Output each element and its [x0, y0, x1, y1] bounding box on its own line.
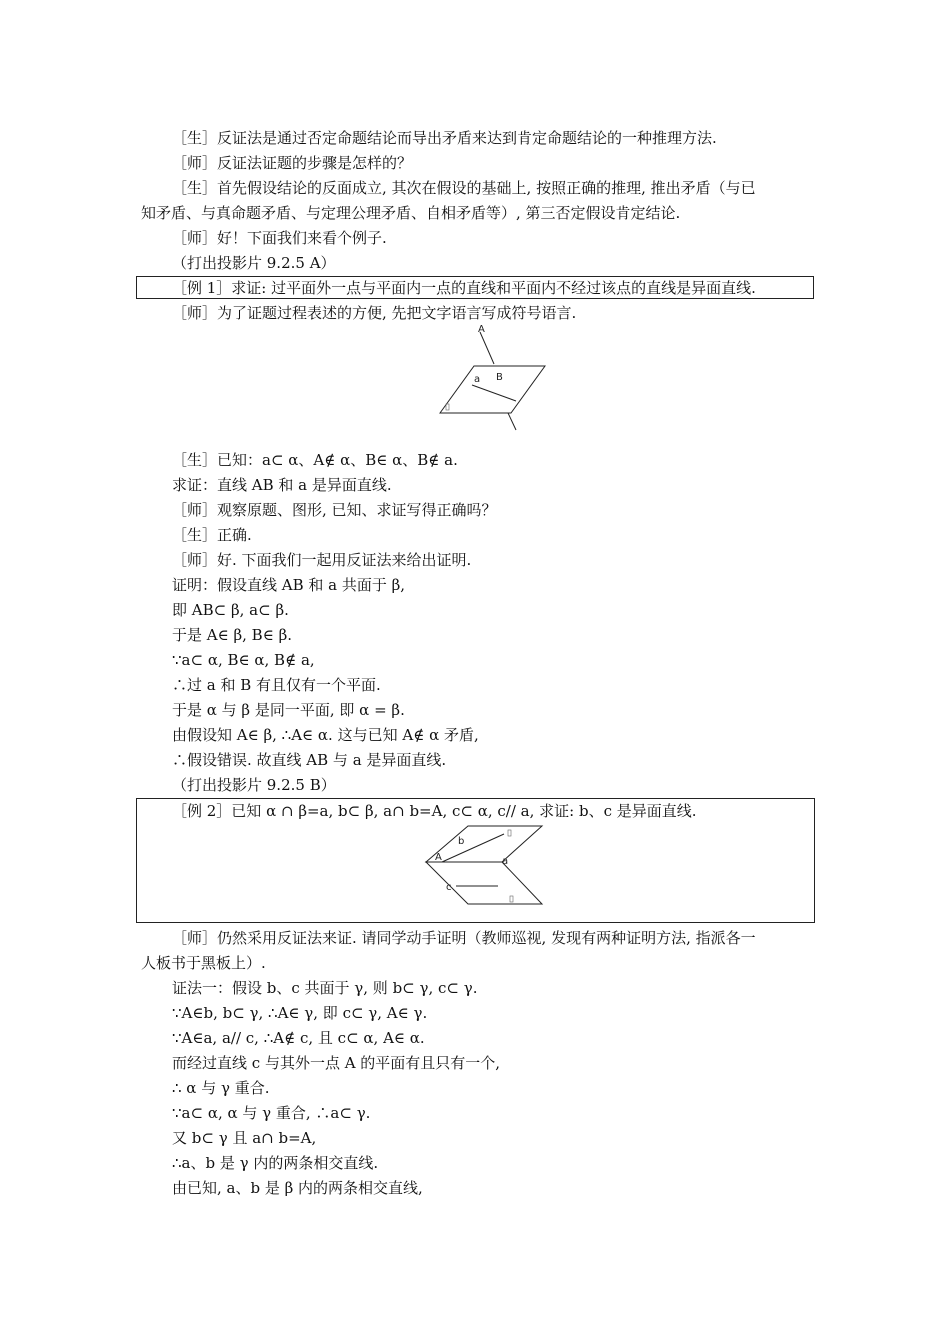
- text-line: ∵a⊂ α, B∈ α, B∉ a,: [172, 651, 315, 669]
- text-line: （打出投影片 9.2.5 A）: [172, 254, 336, 272]
- text-line: （打出投影片 9.2.5 B）: [172, 776, 336, 794]
- text-line: ∵a⊂ α, α 与 γ 重合, ∴a⊂ γ.: [172, 1104, 371, 1122]
- text-line: ［师］仍然采用反证法来证. 请同学动手证明（教师巡视, 发现有两种证明方法, 指派各一: [172, 929, 756, 947]
- text-line: ［师］好. 下面我们一起用反证法来给出证明.: [172, 551, 472, 569]
- text-line: ∵A∈a, a// c, ∴A∉ c, 且 c⊂ α, A∈ α.: [172, 1029, 425, 1047]
- label-line-a: a: [502, 856, 509, 867]
- label-line-c: c: [446, 882, 452, 893]
- text-line: ［生］反证法是通过否定命题结论而导出矛盾来达到肯定命题结论的一种推理方法.: [172, 129, 717, 147]
- text-line: ［师］为了证题过程表述的方便, 先把文字语言写成符号语言.: [172, 304, 577, 322]
- label-point-a: A: [435, 852, 442, 863]
- text-line: ［生］已知：a⊂ α、A∉ α、B∈ α、B∉ a.: [172, 451, 458, 469]
- text-line: ∴ α 与 γ 重合.: [172, 1079, 270, 1097]
- text-line: 即 AB⊂ β, a⊂ β.: [172, 601, 289, 619]
- line-a: [472, 385, 516, 401]
- label-line-b: b: [458, 836, 465, 847]
- figure-2-diagram: [420, 820, 560, 912]
- label-point-b: B: [496, 372, 503, 383]
- text-line: 证法一：假设 b、c 共面于 γ, 则 b⊂ γ, c⊂ γ.: [172, 979, 478, 997]
- text-line: 由假设知 A∈ β, ∴A∈ α. 这与已知 A∉ α 矛盾,: [172, 726, 479, 744]
- text-line: ［生］正确.: [172, 526, 252, 544]
- example-2-text: ［例 2］已知 α ∩ β=a, b⊂ β, a∩ b=A, c⊂ α, c// a, 求证: b、c 是异面直线.: [172, 802, 697, 820]
- text-line: ∴a、b 是 γ 内的两条相交直线.: [172, 1154, 379, 1172]
- plane-alpha: [426, 862, 542, 904]
- text-line: 又 b⊂ γ 且 a∩ b=A,: [172, 1129, 317, 1147]
- plane-beta: [426, 826, 542, 862]
- label-point-a: A: [478, 324, 485, 335]
- figure-1-diagram: [430, 322, 560, 434]
- text-line: ［师］反证法证题的步骤是怎样的？: [172, 154, 413, 172]
- line-b: [442, 834, 504, 862]
- example-1-text: ［例 1］求证: 过平面外一点与平面内一点的直线和平面内不经过该点的直线是异面直线.: [172, 279, 756, 297]
- text-line: ∴过 a 和 B 有且仅有一个平面.: [172, 676, 381, 694]
- line-ab-upper: [480, 332, 494, 364]
- text-line: 而经过直线 c 与其外一点 A 的平面有且只有一个,: [172, 1054, 501, 1072]
- text-line: 知矛盾、与真命题矛盾、与定理公理矛盾、自相矛盾等）, 第三否定假设肯定结论.: [141, 204, 681, 222]
- text-line: 人板书于黑板上）.: [141, 954, 266, 972]
- plane-alpha: [440, 366, 545, 413]
- text-line: 求证：直线 AB 和 a 是异面直线.: [172, 476, 392, 494]
- text-line: ［师］观察原题、图形, 已知、求证写得正确吗？: [172, 501, 497, 519]
- text-line: 于是 α 与 β 是同一平面, 即 α = β.: [172, 701, 405, 719]
- text-line: 证明：假设直线 AB 和 a 共面于 β,: [172, 576, 406, 594]
- text-line: ∴假设错误. 故直线 AB 与 a 是异面直线.: [172, 751, 447, 769]
- text-line: ∵A∈b, b⊂ γ, ∴A∈ γ, 即 c⊂ γ, A∈ γ.: [172, 1004, 428, 1022]
- text-line: ［生］首先假设结论的反面成立, 其次在假设的基础上, 按照正确的推理, 推出矛盾（与已: [172, 179, 756, 197]
- plane-beta-mark: [508, 830, 511, 836]
- label-line-a: a: [474, 374, 481, 385]
- text-line: 于是 A∈ β, B∈ β.: [172, 626, 293, 644]
- text-line: 由已知, a、b 是 β 内的两条相交直线,: [172, 1179, 423, 1197]
- line-ab-lower: [508, 413, 516, 430]
- plane-alpha-mark: [510, 896, 513, 902]
- text-line: ［师］好！下面我们来看个例子.: [172, 229, 387, 247]
